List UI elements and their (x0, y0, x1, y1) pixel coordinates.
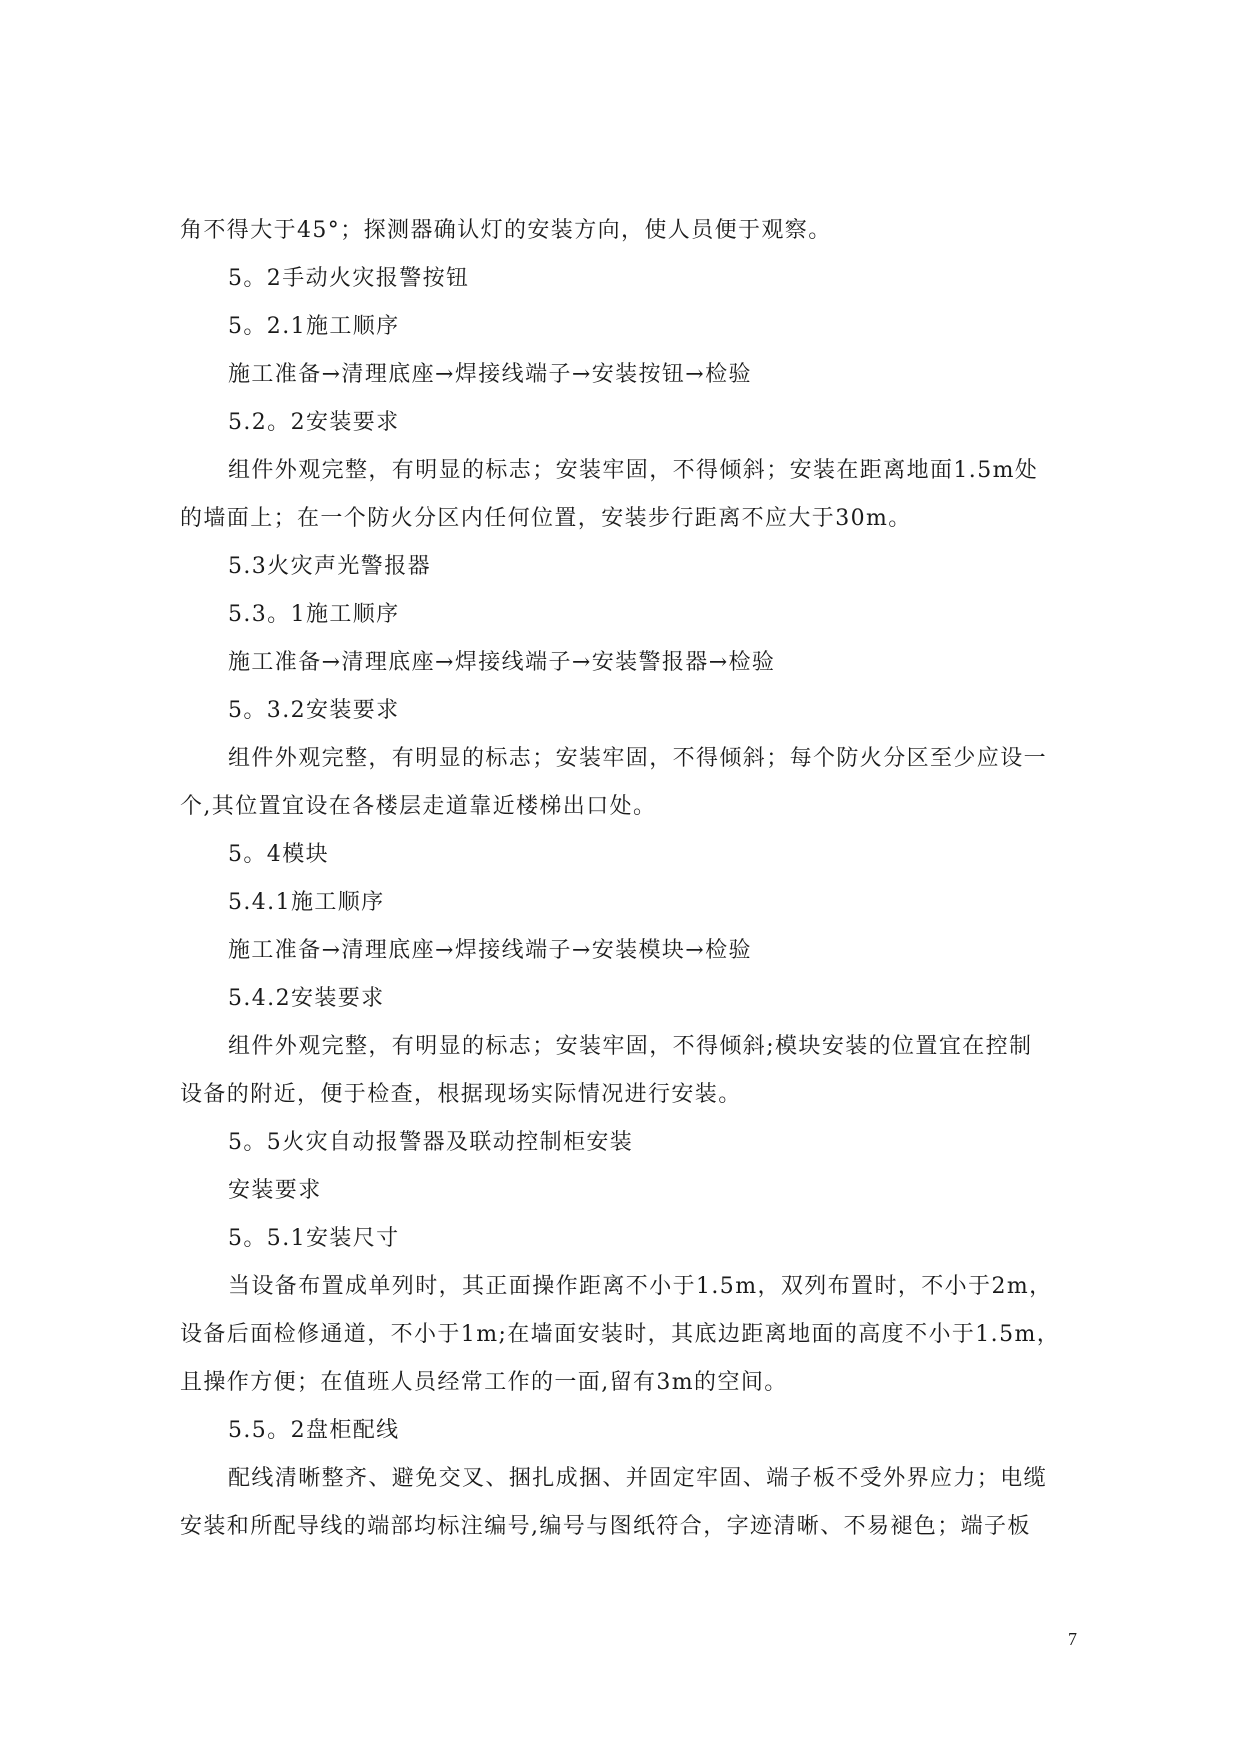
paragraph-line: 的墙面上；在一个防火分区内任何位置，安装步行距离不应大于30m。 (180, 506, 912, 531)
paragraph-line: 配线清晰整齐、避免交叉、捆扎成捆、并固定牢固、端子板不受外界应力；电缆 (228, 1466, 1048, 1491)
paragraph-continuation: 角不得大于45°；探测器确认灯的安装方向，使人员便于观察。 (180, 218, 832, 243)
subsection-heading-5-5-2: 5.5。2盘柜配线 (228, 1418, 400, 1443)
paragraph-line: 个,其位置宜设在各楼层走道靠近楼梯出口处。 (180, 794, 657, 819)
section-heading-5-5: 5。5火灾自动报警器及联动控制柜安装 (228, 1130, 634, 1155)
section-heading-5-2: 5。2手动火灾报警按钮 (228, 266, 470, 291)
paragraph-line: 组件外观完整，有明显的标志；安装牢固，不得倾斜;模块安装的位置宜在控制 (228, 1034, 1033, 1059)
subsection-heading-5-2-2: 5.2。2安装要求 (228, 410, 400, 435)
procedure-steps: 施工准备→清理底座→焊接线端子→安装模块→检验 (228, 938, 752, 963)
section-heading-5-3: 5.3火灾声光警报器 (228, 554, 431, 579)
paragraph-line: 设备的附近，便于检查，根据现场实际情况进行安装。 (180, 1082, 742, 1107)
paragraph-line: 且操作方便；在值班人员经常工作的一面,留有3m的空间。 (180, 1370, 788, 1395)
page-number: 7 (1068, 1629, 1077, 1649)
section-heading-5-4: 5。4模块 (228, 842, 329, 867)
paragraph-line: 安装和所配导线的端部均标注编号,编号与图纸符合，字迹清晰、不易褪色；端子板 (180, 1514, 1031, 1539)
subsection-heading-5-3-2: 5。3.2安装要求 (228, 698, 400, 723)
procedure-steps: 施工准备→清理底座→焊接线端子→安装按钮→检验 (228, 362, 752, 387)
subsection-heading-5-5-1: 5。5.1安装尺寸 (228, 1226, 400, 1251)
procedure-steps: 施工准备→清理底座→焊接线端子→安装警报器→检验 (228, 650, 776, 675)
subsection-heading-5-3-1: 5.3。1施工顺序 (228, 602, 400, 627)
subsection-heading-5-2-1: 5。2.1施工顺序 (228, 314, 400, 339)
paragraph-line: 当设备布置成单列时，其正面操作距离不小于1.5m，双列布置时，不小于2m， (228, 1274, 1053, 1299)
paragraph-line: 组件外观完整，有明显的标志；安装牢固，不得倾斜；安装在距离地面1.5m处 (228, 458, 1039, 483)
paragraph-line: 设备后面检修通道，不小于1m;在墙面安装时，其底边距离地面的高度不小于1.5m， (180, 1322, 1061, 1347)
subheading-install-requirements: 安装要求 (228, 1178, 322, 1203)
subsection-heading-5-4-1: 5.4.1施工顺序 (228, 890, 385, 915)
subsection-heading-5-4-2: 5.4.2安装要求 (228, 986, 385, 1011)
paragraph-line: 组件外观完整，有明显的标志；安装牢固，不得倾斜；每个防火分区至少应设一 (228, 746, 1048, 771)
